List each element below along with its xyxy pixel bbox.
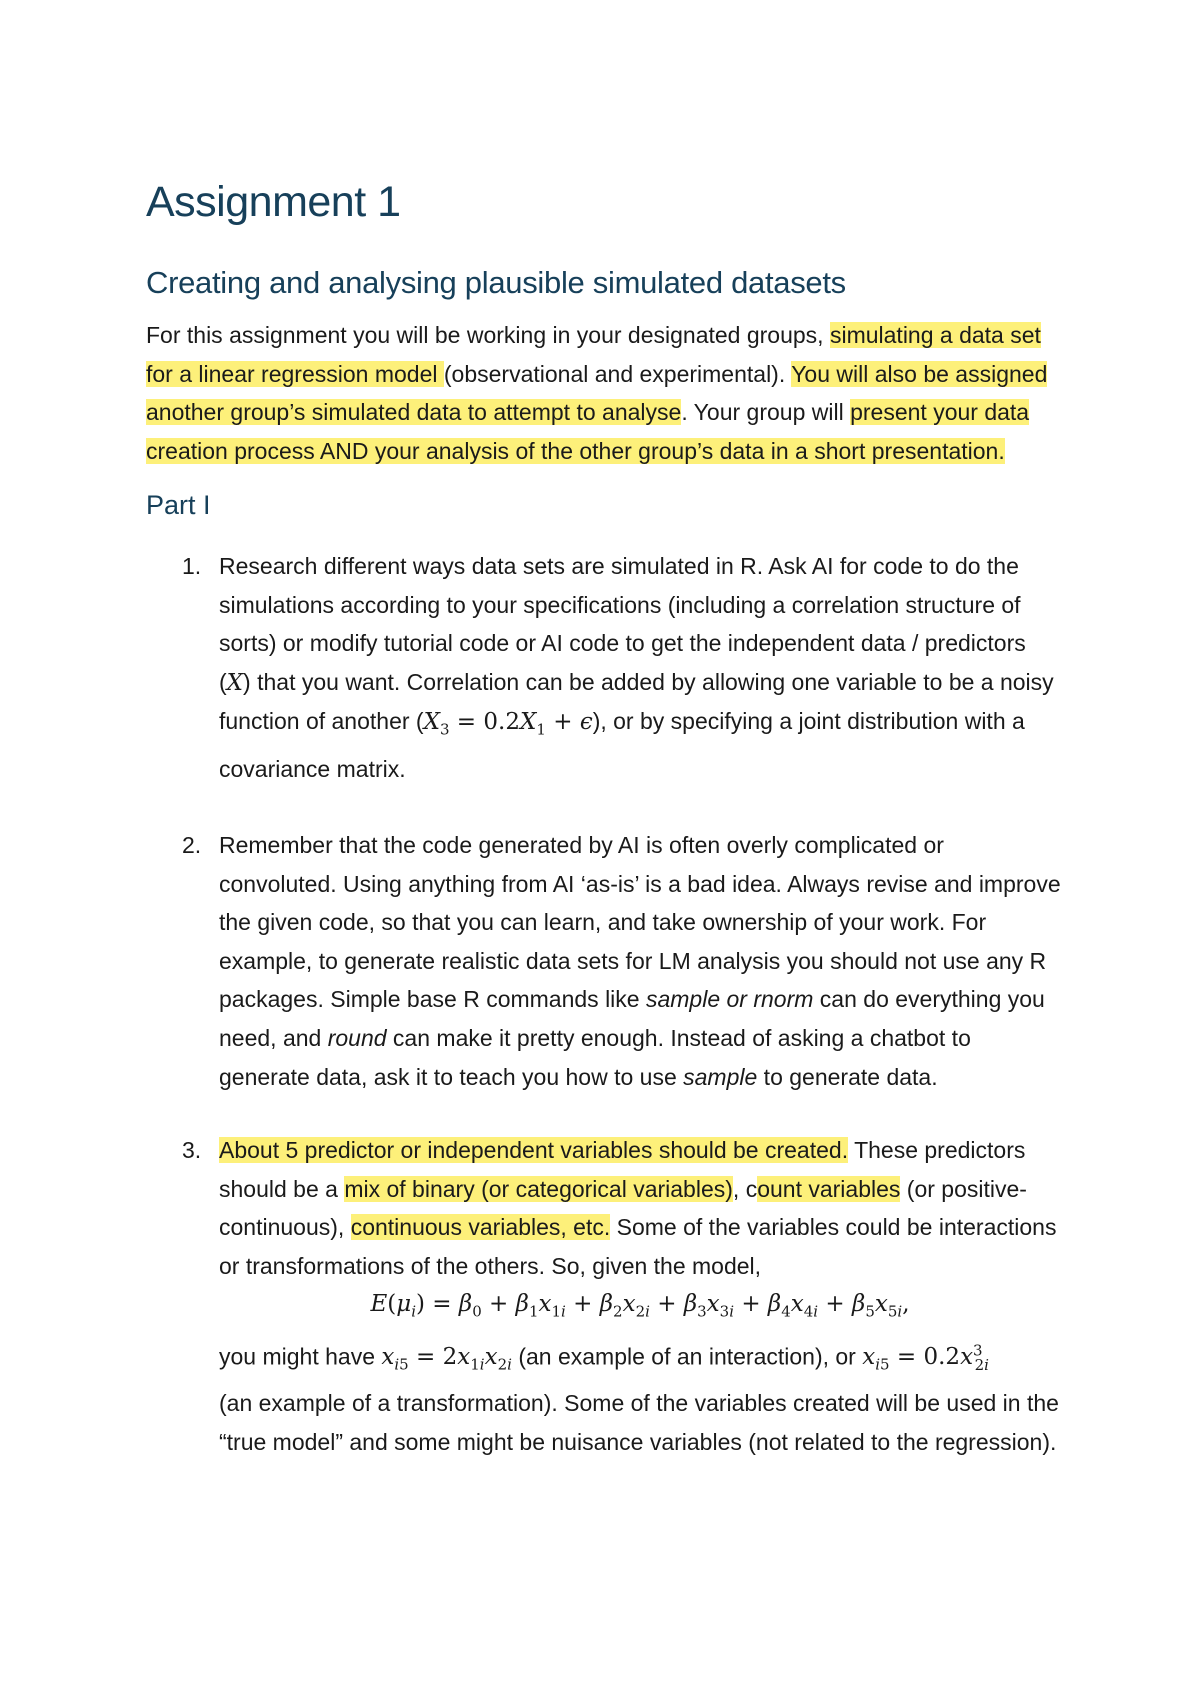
item2-text-1: Remember that the code generated by AI is often overly complicated or convoluted. Using anything from AI ‘as-is’ is a bad idea. Always revise and improve the given code, so that you can learn, and take ownership of your work. For example, to generate realistic data sets for LM analysis you should not use any R packages. Simple base R commands like xyxy=(219,832,1061,1013)
item2-emphasis-3: sample xyxy=(683,1063,758,1090)
math-correlation-formula: $X_3 = 0.2X_1 + \epsilon$ xyxy=(423,709,593,739)
intro-text-1: For this assignment you will be working in your designated groups, xyxy=(146,322,830,348)
item3-text-7: (an example of a transformation). Some of the variables created will be used in the “true model” and some might be nuisance variables (not related to the regression). xyxy=(219,1390,1059,1455)
intro-text-2: (observational and experimental). xyxy=(443,360,792,387)
item3-highlight-2: mix of binary (or categorical variables) xyxy=(344,1175,733,1202)
item2-text-4: to generate data. xyxy=(757,1063,938,1090)
list-number: 1. xyxy=(182,553,202,579)
math-x: X xyxy=(226,669,244,696)
item1-text-3: ), or by specifying a joint distribution with a covariance matrix. xyxy=(219,708,1025,782)
item3-highlight-1: About 5 predictor or independent variables should be created. xyxy=(219,1137,849,1163)
list-item-text xyxy=(219,547,1061,788)
item2-text-3: can make it pretty enough. Instead of asking a chatbot to generate data, ask it to teach you how to use xyxy=(219,1024,971,1090)
intro-highlight-1: simulating a data set for a linear regression model xyxy=(146,322,1041,387)
item2-emphasis-2: round xyxy=(327,1024,387,1051)
intro-text-3: . Your group will xyxy=(681,399,851,426)
item3-example-line xyxy=(219,1332,1061,1385)
item3-text-3: (or positive-continuous), xyxy=(219,1175,1027,1241)
item3-highlight-3: ount variables xyxy=(757,1175,901,1202)
item3-text-5: you might have xyxy=(219,1343,382,1370)
item3-closing xyxy=(219,1384,1061,1461)
list-number: 2. xyxy=(182,832,202,858)
page-title: Assignment 1 xyxy=(146,178,401,226)
item3-text-2: , c xyxy=(732,1175,758,1202)
item3-text-6: (an example of an interaction), or xyxy=(511,1343,863,1370)
item1-text-1: Research different ways data sets are simulated in R. Ask AI for code to do the simulations according to your specifications (including a correlation structure of sorts) or modify tutorial code or AI code to get the independent data / predictors ( xyxy=(219,553,1026,695)
math-interaction: $x_{i5} = 2x_{1i}x_{2i}$ xyxy=(381,1344,512,1374)
item3-paragraph xyxy=(219,1131,1061,1285)
item2-text-2: can do everything you need, and xyxy=(219,986,1045,1051)
list-item-text xyxy=(219,1131,1061,1462)
intro-paragraph xyxy=(146,316,1066,470)
math-transformation: $x_{i5} = 0.2x^3_{2i}$ xyxy=(862,1341,989,1374)
part-heading: Part I xyxy=(146,490,211,520)
item3-text-1: These predictors should be a xyxy=(219,1137,1026,1202)
list-item-text xyxy=(219,826,1061,1096)
item2-emphasis-1: sample or rnorm xyxy=(645,986,814,1013)
page-subtitle: Creating and analysing plausible simulated datasets xyxy=(146,265,846,300)
list-number: 3. xyxy=(182,1137,202,1163)
intro-highlight-2: You will also be assigned another group’s simulated data to attempt to analyse xyxy=(146,360,1048,426)
item3-text-4: Some of the variables could be interactions or transformations of the others. So, given the model, xyxy=(219,1214,1057,1279)
item1-text-2: ) that you want. Correlation can be added by allowing one variable to be a noisy function of another ( xyxy=(219,668,1054,735)
model-formula: $E(\mu_i) = \beta_0 + \beta_1x_{1i} + \beta_2x_{2i} + \beta_3x_{3i} + \beta_4x_{4i} + \beta_5x_{5i}$, xyxy=(370,1291,910,1321)
intro-highlight-3: present your data creation process AND your analysis of the other group’s data in a short presentation. xyxy=(146,399,1030,464)
item3-highlight-4: continuous variables, etc. xyxy=(350,1214,611,1241)
